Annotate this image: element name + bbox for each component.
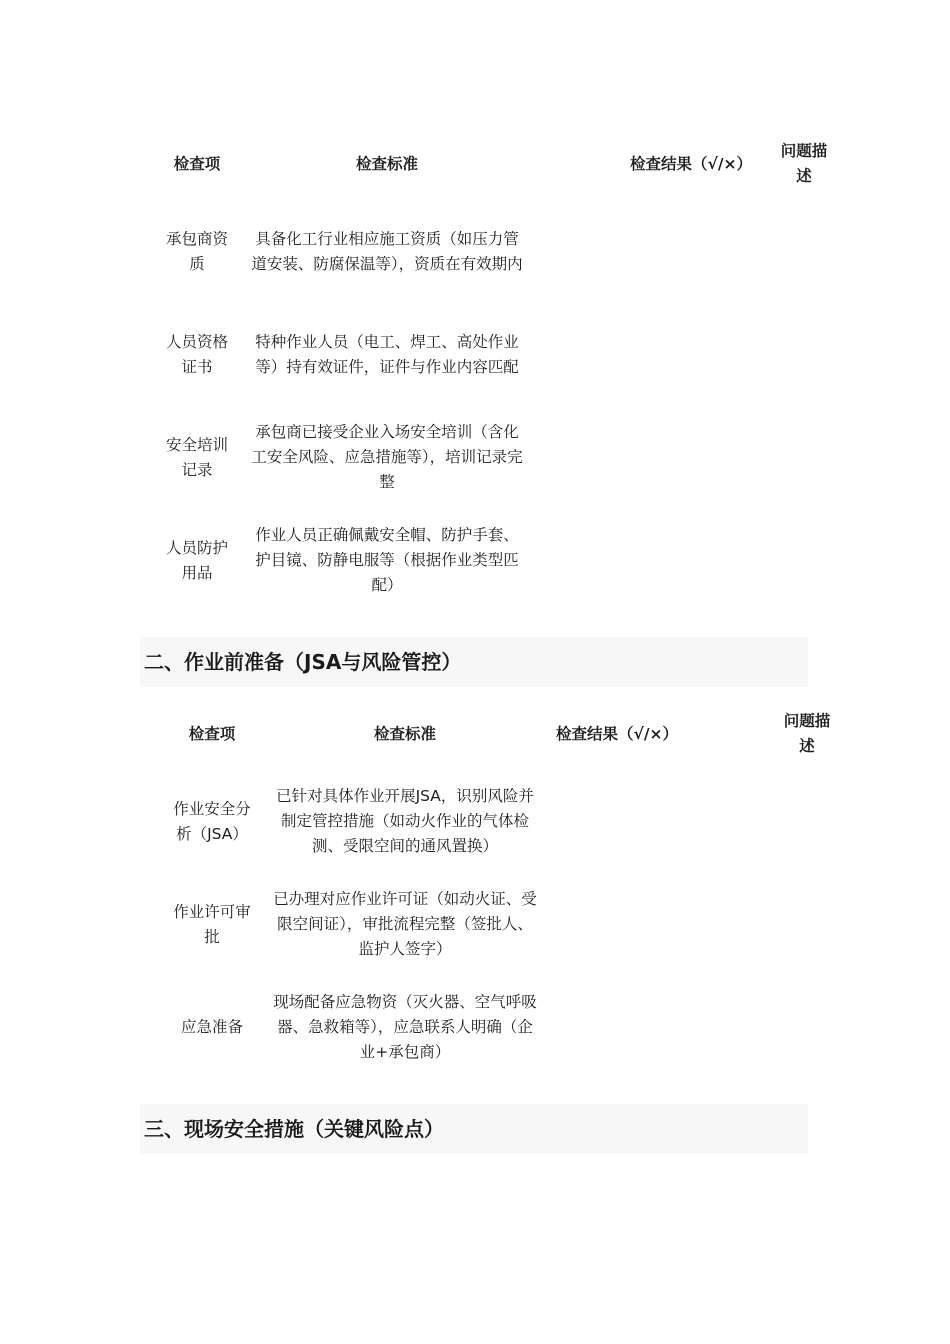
cell-check-standard: 已办理对应作业许可证（如动火证、受限空间证），审批流程完整（签批人、监护人签字）	[273, 890, 537, 958]
table-header-row	[152, 128, 842, 200]
cell-check-standard: 承包商已接受企业入场安全培训（含化工安全风险、应急措施等），培训记录完整	[251, 423, 523, 491]
table-row	[152, 303, 842, 406]
cell-check-result[interactable]	[548, 770, 684, 873]
table-header-row	[162, 698, 842, 770]
header-check-standard: 检查标准	[355, 154, 418, 173]
inspection-table-2	[162, 698, 842, 1079]
header-check-result: 检查结果（√/×）	[630, 154, 752, 173]
header-check-standard: 检查标准	[373, 724, 436, 743]
table-row	[162, 770, 842, 873]
cell-issue-description[interactable]	[766, 509, 842, 612]
table-row	[162, 976, 842, 1079]
table-row	[152, 200, 842, 303]
header-issue-description: 问题描述	[783, 712, 831, 755]
cell-check-standard: 特种作业人员（电工、焊工、高处作业等）持有效证件，证件与作业内容匹配	[255, 332, 519, 376]
cell-check-result[interactable]	[548, 873, 684, 976]
section-2-heading: 二、作业前准备（JSA与风险管控）	[140, 637, 808, 687]
cell-check-standard: 现场配备应急物资（灭火器、空气呼吸器、急救箱等），应急联系人明确（企业+承包商）	[273, 993, 537, 1061]
cell-check-item: 应急准备	[180, 1018, 243, 1036]
header-spacer	[684, 698, 772, 770]
table-row	[152, 509, 842, 612]
cell-check-result[interactable]	[616, 509, 766, 612]
cell-check-standard: 作业人员正确佩戴安全帽、防护手套、护目镜、防静电服等（根据作业类型匹配）	[255, 526, 519, 594]
cell-issue-description[interactable]	[772, 770, 842, 873]
header-check-item: 检查项	[173, 154, 221, 173]
cell-issue-description[interactable]	[772, 873, 842, 976]
cell-check-item: 承包商资质	[165, 229, 228, 273]
section-3-heading: 三、现场安全措施（关键风险点）	[140, 1104, 808, 1154]
table-row	[162, 873, 842, 976]
cell-check-item: 人员防护用品	[165, 538, 228, 582]
cell-issue-description[interactable]	[766, 200, 842, 303]
cell-check-item: 作业安全分析（JSA）	[173, 799, 251, 843]
cell-check-item: 作业许可审批	[173, 902, 251, 946]
cell-check-standard: 具备化工行业相应施工资质（如压力管道安装、防腐保温等），资质在有效期内	[251, 229, 523, 273]
header-spacer	[532, 128, 616, 200]
header-issue-description: 问题描述	[780, 142, 828, 185]
cell-issue-description[interactable]	[766, 303, 842, 406]
cell-check-item: 安全培训记录	[165, 435, 228, 479]
cell-check-result[interactable]	[616, 200, 766, 303]
header-check-item: 检查项	[188, 724, 236, 743]
cell-issue-description[interactable]	[766, 406, 842, 509]
table-row	[152, 406, 842, 509]
cell-check-standard: 已针对具体作业开展JSA，识别风险并制定管控措施（如动火作业的气体检测、受限空间的通风置换）	[276, 787, 534, 855]
inspection-table-1	[152, 128, 842, 612]
cell-check-result[interactable]	[616, 406, 766, 509]
cell-check-result[interactable]	[616, 303, 766, 406]
cell-issue-description[interactable]	[772, 976, 842, 1079]
cell-check-result[interactable]	[548, 976, 684, 1079]
header-check-result: 检查结果（√/×）	[556, 724, 678, 743]
cell-check-item: 人员资格证书	[165, 332, 228, 376]
